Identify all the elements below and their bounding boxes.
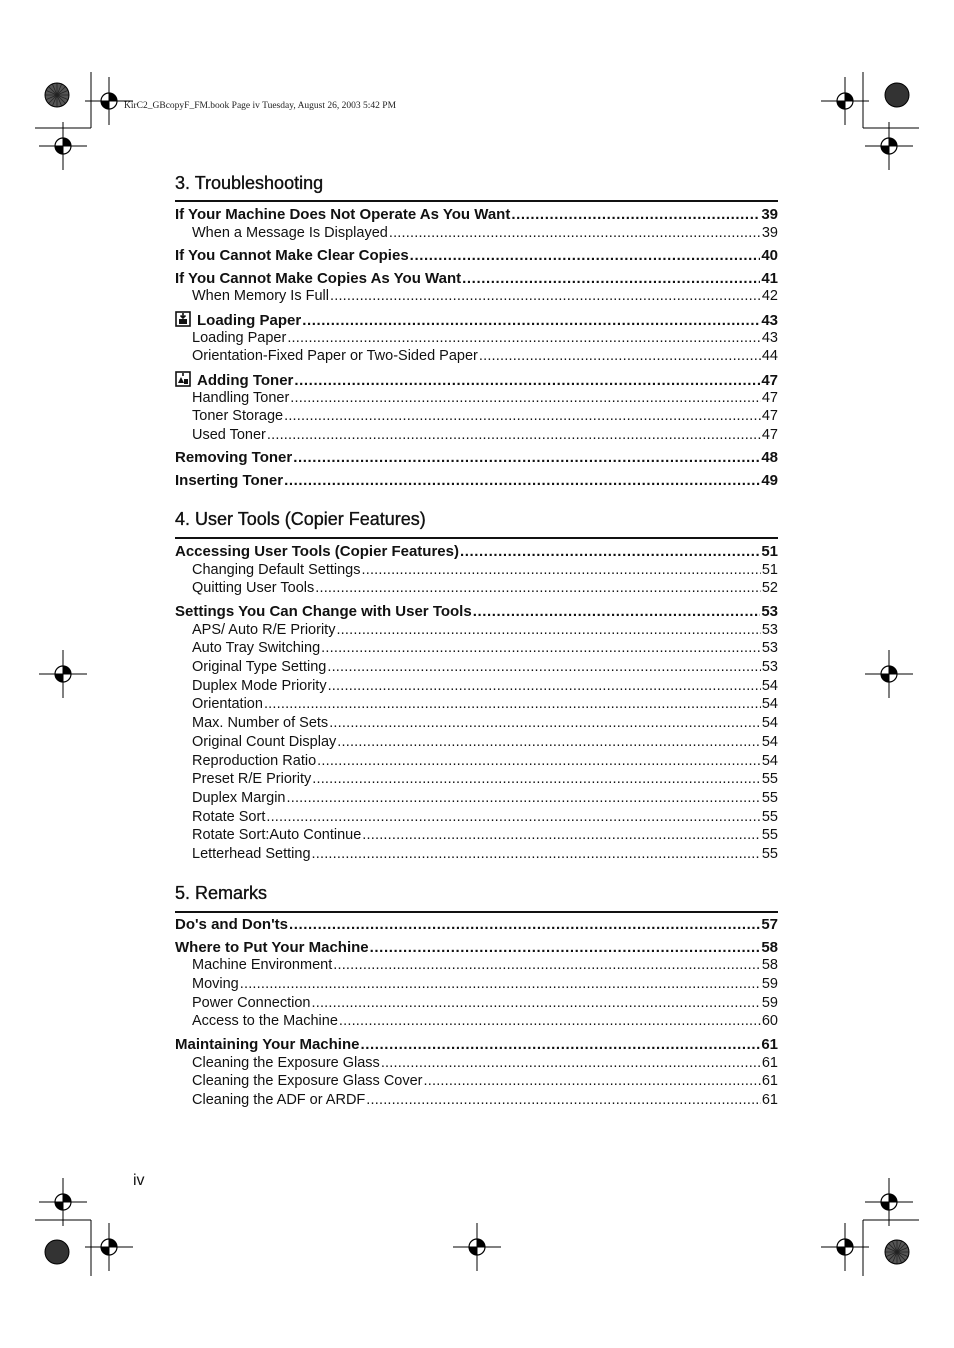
toc-page-number: 59 <box>761 975 778 992</box>
dot-leader <box>302 312 760 329</box>
toc-page-number: 48 <box>761 449 778 467</box>
toc-page-number: 61 <box>761 1073 778 1090</box>
dot-leader <box>389 225 761 241</box>
dot-leader <box>460 543 760 560</box>
toc-entry[interactable] <box>175 916 778 933</box>
section-title: 3. Troubleshooting <box>175 173 324 193</box>
toc-entry-title: Settings You Can Change with User Tools <box>175 602 472 620</box>
toc-subentry[interactable] <box>175 659 778 675</box>
dot-leader <box>312 846 761 862</box>
toc-entry-title: Maintaining Your Machine <box>175 1035 360 1053</box>
toc-page-number: 58 <box>761 957 778 974</box>
toc-page-number: 54 <box>761 715 778 732</box>
toc-subentry[interactable] <box>175 715 778 731</box>
toc-entry-title: When Memory Is Full <box>192 288 329 305</box>
toc-entry-title: Accessing User Tools (Copier Features) <box>175 543 459 560</box>
toc-entry-title: Changing Default Settings <box>192 561 361 578</box>
toc-page-number: 39 <box>761 206 778 223</box>
toc-entry-title: If You Cannot Make Clear Copies <box>175 247 409 265</box>
section-divider <box>175 537 778 539</box>
toc-page-number: 60 <box>761 1013 778 1030</box>
dot-leader <box>312 771 761 787</box>
toc-subentry[interactable] <box>175 288 778 304</box>
dot-leader <box>479 348 761 364</box>
toc-page-number: 39 <box>761 224 778 241</box>
load-paper-icon <box>175 311 191 327</box>
toc-page-number: 43 <box>761 329 778 346</box>
toc-page-number: 54 <box>761 696 778 713</box>
dot-leader <box>381 1055 761 1071</box>
toc-entry-title: When a Message Is Displayed <box>192 224 388 241</box>
toc-subentry[interactable] <box>175 753 778 769</box>
dot-leader <box>290 390 761 406</box>
toc-subentry[interactable] <box>175 580 778 596</box>
toc-entry[interactable] <box>175 543 778 560</box>
toc-subentry[interactable] <box>175 390 778 406</box>
toc-page-number: 61 <box>761 1035 778 1053</box>
toc-subentry[interactable] <box>175 1092 778 1108</box>
toc-entry-title: Loading Paper <box>192 329 287 346</box>
dot-leader <box>339 1013 761 1029</box>
toc-subentry[interactable] <box>175 622 778 638</box>
dot-leader <box>294 372 760 389</box>
dot-leader <box>462 270 760 287</box>
toc-page-number: 51 <box>761 543 778 560</box>
toc-entry-title: Duplex Mode Priority <box>192 677 327 694</box>
toc-page-number: 47 <box>761 426 778 443</box>
toc-entry[interactable] <box>175 1036 778 1053</box>
dot-leader <box>240 976 761 992</box>
file-info-header: KirC2_GBcopyF_FM.book Page iv Tuesday, August 26, 2003 5:42 PM <box>124 101 397 111</box>
section-title: 5. Remarks <box>175 883 268 903</box>
dot-leader <box>293 449 760 466</box>
toc-entry-title: Reproduction Ratio <box>192 752 317 769</box>
toc-entry[interactable] <box>175 371 778 389</box>
toc-subentry[interactable] <box>175 640 778 656</box>
toc-entry-title: Auto Tray Switching <box>192 640 321 657</box>
dot-leader <box>361 562 760 578</box>
toc-page-number: 58 <box>761 938 778 956</box>
toc-page-number: 40 <box>761 247 778 265</box>
toc-entry-title: Used Toner <box>192 426 266 443</box>
toc-subentry[interactable] <box>175 790 778 806</box>
dot-leader <box>330 288 761 304</box>
toc-entry-title: If You Cannot Make Copies As You Want <box>175 269 462 287</box>
toc-subentry[interactable] <box>175 1073 778 1089</box>
toc-entry-title: Orientation-Fixed Paper or Two-Sided Paper <box>192 348 478 365</box>
toc-subentry[interactable] <box>175 678 778 694</box>
toc-entry[interactable] <box>175 206 778 223</box>
toc-entry-title: Toner Storage <box>192 408 284 425</box>
toc-entry-title: Cleaning the ADF or ARDF <box>192 1091 366 1108</box>
dot-leader <box>473 603 761 620</box>
toc-subentry[interactable] <box>175 225 778 241</box>
toc-entry-title: APS/ Auto R/E Priority <box>192 621 336 638</box>
toc-page-number: 61 <box>761 1091 778 1108</box>
toc-entry-title: Moving <box>192 975 239 992</box>
toc-page-number: 61 <box>761 1054 778 1071</box>
toc-entry[interactable] <box>175 472 778 489</box>
toc-page-number: 51 <box>761 561 778 578</box>
toc-page-number: 53 <box>761 602 778 620</box>
section-divider <box>175 911 778 913</box>
toc-page-number: 53 <box>761 659 778 675</box>
toc-entry[interactable] <box>175 939 778 956</box>
toc-page-number: 44 <box>761 348 778 365</box>
dot-leader <box>362 827 761 843</box>
toc-subentry[interactable] <box>175 846 778 862</box>
dot-leader <box>337 734 761 750</box>
toc-entry-title: Duplex Margin <box>192 789 286 806</box>
dot-leader <box>329 715 761 731</box>
toc-entry-title: Cleaning the Exposure Glass <box>192 1054 380 1071</box>
toc-subentry[interactable] <box>175 562 778 578</box>
toc-subentry[interactable] <box>175 976 778 992</box>
toc-subentry[interactable] <box>175 995 778 1011</box>
toc-entry-title: Max. Number of Sets <box>192 715 329 732</box>
toc-page-number: 59 <box>761 994 778 1011</box>
dot-leader <box>327 659 761 675</box>
toc-page-number: 54 <box>761 733 778 750</box>
toc-page-number: 47 <box>761 408 778 425</box>
dot-leader <box>328 678 761 694</box>
toc-entry-title: Removing Toner <box>175 449 293 467</box>
dot-leader <box>266 809 761 825</box>
toc-entry-title: Letterhead Setting <box>192 846 311 862</box>
toc-entry[interactable] <box>175 603 778 620</box>
toc-subentry[interactable] <box>175 771 778 787</box>
toc-entry-title: Original Count Display <box>192 733 337 750</box>
toc-subentry[interactable] <box>175 827 778 843</box>
dot-leader <box>284 472 760 489</box>
toc-page-number: 55 <box>761 789 778 806</box>
dot-leader <box>424 1073 761 1089</box>
toc-entry-title: Do's and Don'ts <box>175 916 288 933</box>
toc-subentry[interactable] <box>175 696 778 712</box>
toc-subentry[interactable] <box>175 809 778 825</box>
toc-entry[interactable] <box>175 247 778 264</box>
toc-page-number: 42 <box>761 288 778 305</box>
dot-leader <box>511 206 760 223</box>
toc-page-number: 55 <box>761 771 778 788</box>
dot-leader <box>333 957 761 973</box>
dot-leader <box>321 640 761 656</box>
dot-leader <box>287 790 761 806</box>
toc-entry-title: Adding Toner <box>197 371 294 389</box>
toc-subentry[interactable] <box>175 330 778 346</box>
toc-entry-title: Rotate Sort <box>192 808 266 825</box>
dot-leader <box>317 753 761 769</box>
toc-entry-title: Access to the Machine <box>192 1013 338 1030</box>
dot-leader <box>284 408 761 424</box>
toc-page-number: 47 <box>761 389 778 406</box>
dot-leader <box>312 995 761 1011</box>
toc-entry-title: Original Type Setting <box>192 659 327 675</box>
toc-entry-title: Rotate Sort:Auto Continue <box>192 827 362 844</box>
toc-entry-title: Orientation <box>192 696 263 713</box>
toc-page-number: 49 <box>761 471 778 489</box>
toc-entry-title: Power Connection <box>192 994 311 1011</box>
toc-subentry[interactable] <box>175 734 778 750</box>
dot-leader <box>410 247 761 264</box>
toc-page-number: 54 <box>761 752 778 769</box>
toc-page-number: 41 <box>761 269 778 287</box>
toc-page-number: 55 <box>761 808 778 825</box>
toc-subentry[interactable] <box>175 1013 778 1029</box>
toc-subentry[interactable] <box>175 1055 778 1071</box>
dot-leader <box>289 916 760 933</box>
toc-subentry[interactable] <box>175 427 778 443</box>
toc-page-number: 47 <box>761 371 778 389</box>
toc-entry-title: Machine Environment <box>192 957 333 974</box>
toc-entry-title: Where to Put Your Machine <box>175 938 369 956</box>
toc-entry[interactable] <box>175 311 778 329</box>
toc-page-number: 57 <box>761 916 778 933</box>
toc-page-number: 52 <box>761 580 778 597</box>
toc-subentry[interactable] <box>175 408 778 424</box>
toc-subentry[interactable] <box>175 957 778 973</box>
toc-entry-title: Cleaning the Exposure Glass Cover <box>192 1073 423 1090</box>
page-number: iv <box>133 1172 145 1189</box>
dot-leader <box>336 622 760 638</box>
toc-page-number: 53 <box>761 640 778 657</box>
toc-entry[interactable] <box>175 270 778 287</box>
toc-entry-title: Loading Paper <box>197 311 302 329</box>
toc-page-number: 55 <box>761 846 778 862</box>
dot-leader <box>315 580 761 596</box>
dot-leader <box>267 427 761 443</box>
dot-leader <box>287 330 761 346</box>
toc-page-number: 43 <box>761 311 778 329</box>
toc-page-number: 55 <box>761 827 778 844</box>
toc-entry-title: Preset R/E Priority <box>192 771 312 788</box>
toc-page-number: 53 <box>761 621 778 638</box>
toc-entry-title: Handling Toner <box>192 389 290 406</box>
toc-entry[interactable] <box>175 449 778 466</box>
section-title: 4. User Tools (Copier Features) <box>175 509 426 529</box>
toc-entry-title: Inserting Toner <box>175 471 284 489</box>
toc-page-number: 54 <box>761 677 778 694</box>
dot-leader <box>264 696 761 712</box>
add-toner-icon <box>175 371 191 387</box>
toc-entry-title: Quitting User Tools <box>192 580 315 597</box>
section-divider <box>175 200 778 202</box>
dot-leader <box>366 1092 761 1108</box>
dot-leader <box>360 1036 760 1053</box>
dot-leader <box>370 939 761 956</box>
toc-subentry[interactable] <box>175 348 778 364</box>
toc-entry-title: If Your Machine Does Not Operate As You Want <box>175 206 511 223</box>
